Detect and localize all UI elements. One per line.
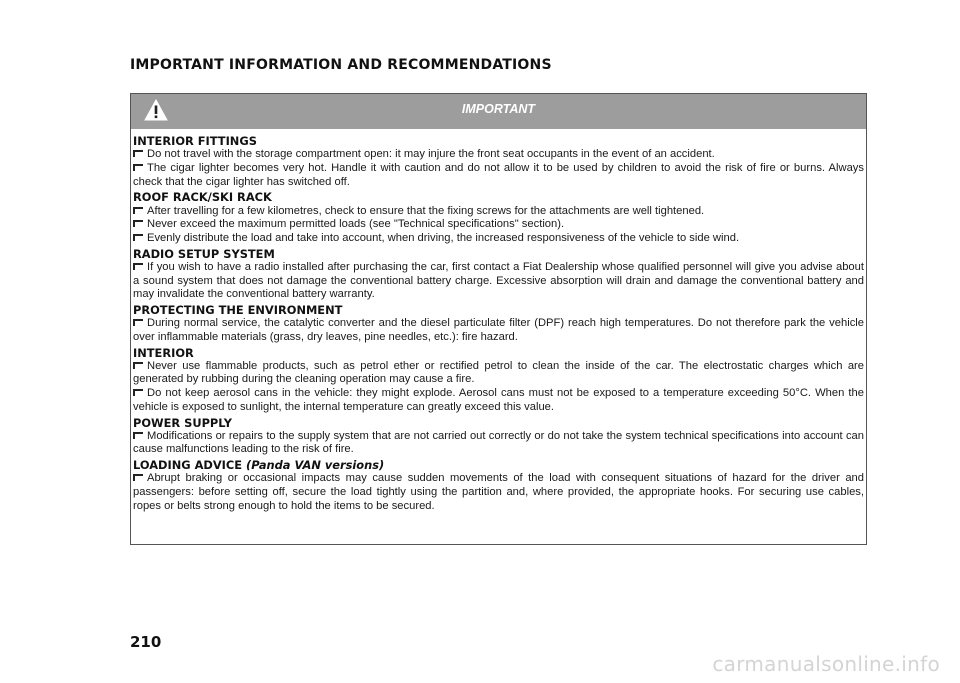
important-box-header bbox=[131, 94, 866, 129]
bullet-corner-icon bbox=[133, 220, 143, 227]
bullet-item bbox=[133, 205, 864, 219]
section-title bbox=[133, 134, 864, 148]
bullet-corner-icon bbox=[133, 362, 143, 369]
bullet-item bbox=[133, 148, 864, 162]
bullet-item-text: Abrupt braking or occasional impacts may cause sudden movements of the load with consequent situations of hazard for the driver and passengers: before setting off, secure the load tightly using the partition and, where provided, the appropriate hooks. For securing use cables, ropes or belts strong enough to hold the items to be secured. bbox=[133, 472, 864, 512]
section-title bbox=[133, 458, 864, 472]
bullet-item-text: The cigar lighter becomes very hot. Handle it with caution and do not allow it to be used by children to avoid the risk of fire or burns. Always check that the cigar lighter has switched off. bbox=[133, 161, 864, 188]
bullet-item-text: Modifications or repairs to the supply system that are not carried out correctly or do not take the system technical specifications into account can cause malfunctions leading to the risk of fire. bbox=[133, 429, 864, 456]
page-heading: IMPORTANT INFORMATION AND RECOMMENDATIONS bbox=[130, 57, 552, 73]
important-box-body bbox=[131, 129, 866, 513]
section-title-text: INTERIOR FITTINGS bbox=[133, 134, 257, 148]
bullet-item bbox=[133, 261, 864, 302]
section-title bbox=[133, 190, 864, 204]
bullet-item bbox=[133, 218, 864, 232]
bullet-item-text: During normal service, the catalytic converter and the diesel particulate filter (DPF) reach high temperatures. Do not therefore park the vehicle over inflammable materials (grass, dry leaves, pine needles, etc.): fire hazard. bbox=[133, 317, 864, 343]
section-title bbox=[133, 346, 864, 360]
bullet-item-text: Evenly distribute the load and take into account, when driving, the increased responsiveness of the vehicle to side wind. bbox=[147, 231, 740, 244]
section-title-text: LOADING ADVICE bbox=[133, 458, 243, 473]
bullet-item bbox=[133, 162, 864, 189]
important-box-title: IMPORTANT bbox=[461, 102, 536, 116]
bullet-item bbox=[133, 430, 864, 457]
bullet-item-text: If you wish to have a radio installed after purchasing the car, first contact a Fiat Dealership whose qualified personnel will give you advise about a sound system that does not damage the conventional battery charge. Excessive absorption will drain and damage the conventional battery and may invalidate the conventional battery warranty. bbox=[133, 260, 864, 301]
bullet-corner-icon bbox=[133, 319, 143, 326]
bullet-item-text: Never use flammable products, such as petrol ether or rectified petrol to clean the inside of the car. The electrostatic charges which are generated by rubbing during the cleaning operation may cause a fire. bbox=[133, 359, 864, 386]
bullet-corner-icon bbox=[133, 263, 143, 270]
section-title bbox=[133, 247, 864, 261]
bullet-item-text: After travelling for a few kilometres, check to ensure that the fixing screws for the attachments are well tightened. bbox=[147, 204, 705, 217]
bullet-item-text: Do not keep aerosol cans in the vehicle: they might explode. Aerosol cans must not be exposed to a temperature exceeding 50°C. When the vehicle is exposed to sunlight, the internal temperature can greatly exceed this value. bbox=[133, 387, 864, 413]
bullet-item bbox=[133, 360, 864, 387]
section-title-text: RADIO SETUP SYSTEM bbox=[133, 246, 275, 261]
section-title-text: INTERIOR bbox=[133, 345, 194, 360]
section-title bbox=[133, 303, 864, 317]
section-title-text: ROOF RACK/SKI RACK bbox=[133, 190, 272, 205]
section-subtitle: (Panda VAN versions) bbox=[246, 458, 385, 473]
bullet-item bbox=[133, 232, 864, 246]
bullet-corner-icon bbox=[133, 164, 143, 171]
important-box bbox=[130, 93, 867, 545]
bullet-corner-icon bbox=[133, 150, 143, 157]
bullet-corner-icon bbox=[133, 234, 143, 241]
page-number: 210 bbox=[130, 633, 162, 651]
bullet-corner-icon bbox=[133, 389, 143, 396]
bullet-item bbox=[133, 387, 864, 414]
bullet-item bbox=[133, 472, 864, 513]
bullet-item bbox=[133, 317, 864, 344]
section-title-text: POWER SUPPLY bbox=[133, 415, 232, 430]
section-title bbox=[133, 416, 864, 430]
bullet-item-text: Do not travel with the storage compartment open: it may injure the front seat occupants in the event of an accident. bbox=[147, 148, 715, 161]
watermark: carmanualsonline.info bbox=[712, 652, 940, 676]
bullet-corner-icon bbox=[133, 432, 143, 439]
section-title-text: PROTECTING THE ENVIRONMENT bbox=[133, 302, 343, 317]
bullet-corner-icon bbox=[133, 207, 143, 214]
bullet-corner-icon bbox=[133, 474, 143, 481]
bullet-item-text: Never exceed the maximum permitted loads (see "Technical specifications" section). bbox=[147, 218, 565, 231]
